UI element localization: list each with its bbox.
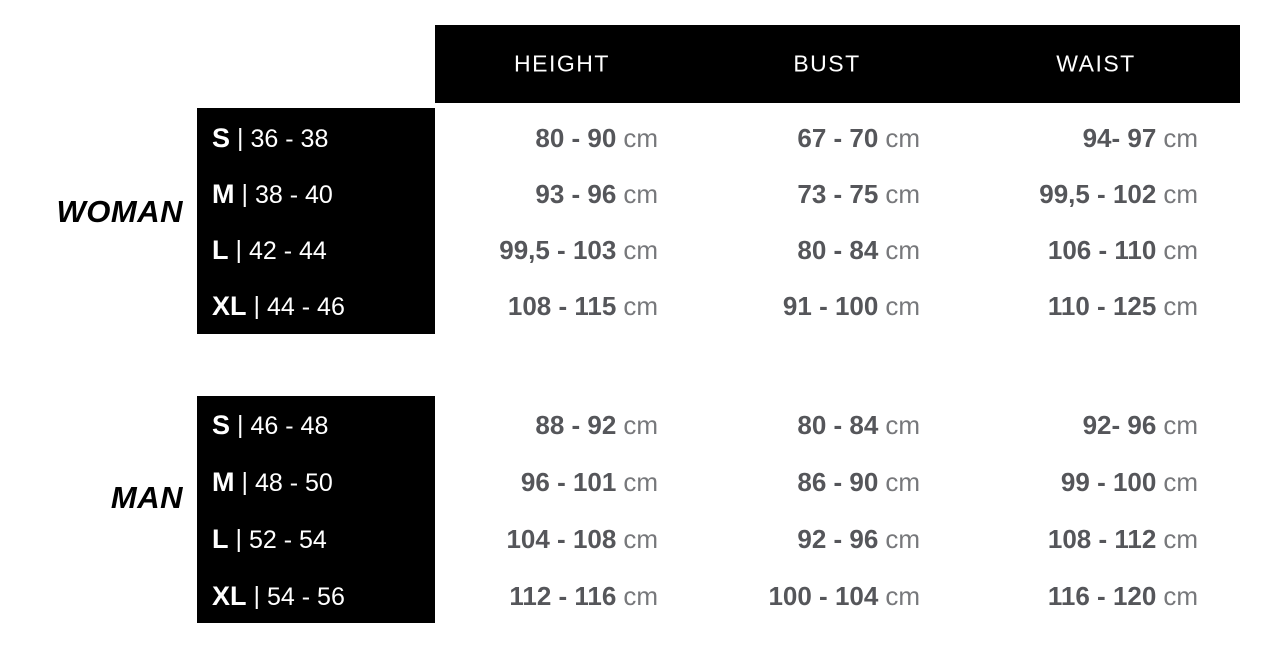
height-value: 99,5 - 103 cm [499, 234, 658, 265]
unit-label: cm [885, 234, 920, 265]
waist-value: 92- 96 cm [1082, 409, 1198, 440]
height-value: 112 - 116 cm [509, 580, 658, 611]
unit-label: cm [1163, 122, 1198, 153]
height-value: 93 - 96 cm [535, 178, 658, 209]
waist-value: 99,5 - 102 cm [1039, 178, 1198, 209]
size-label [197, 123, 435, 154]
height-value: 96 - 101 cm [520, 466, 658, 497]
height-value: 88 - 92 cm [535, 409, 658, 440]
table-row [197, 454, 1198, 510]
section-label-woman: WOMAN [56, 194, 183, 229]
height-value: 108 - 115 cm [507, 290, 658, 321]
waist-value: 116 - 120 cm [1047, 580, 1198, 611]
size-label [197, 581, 435, 612]
unit-label: cm [623, 466, 658, 497]
unit-label: cm [885, 580, 920, 611]
size-label [197, 467, 435, 498]
section-label-man: MAN [110, 480, 183, 515]
size-label [197, 235, 435, 266]
unit-label: cm [885, 466, 920, 497]
size-range: 52 - 54 [249, 525, 327, 554]
separator: | [235, 235, 242, 264]
bust-value: 67 - 70 cm [797, 122, 920, 153]
size-range: 36 - 38 [250, 124, 329, 153]
table-row [197, 568, 1198, 624]
height-value: 104 - 108 cm [506, 523, 658, 554]
unit-label: cm [885, 122, 920, 153]
unit-label: cm [1163, 523, 1198, 554]
column-header-waist: WAIST [1056, 50, 1136, 77]
separator: | [253, 291, 261, 320]
size-letter: M [212, 178, 235, 209]
unit-label: cm [623, 122, 658, 153]
height-value: 80 - 90 cm [535, 122, 658, 153]
unit-label: cm [885, 290, 920, 321]
separator: | [241, 179, 248, 208]
size-range: 48 - 50 [255, 468, 333, 497]
table-header-bar [435, 25, 1240, 103]
table-row [197, 397, 1198, 453]
unit-label: cm [885, 178, 920, 209]
column-header-height: HEIGHT [514, 50, 610, 77]
table-row [197, 278, 1198, 334]
size-letter: S [212, 409, 231, 440]
separator: | [253, 581, 261, 610]
bust-value: 92 - 96 cm [797, 523, 920, 554]
unit-label: cm [623, 290, 658, 321]
bust-value: 80 - 84 cm [797, 409, 920, 440]
separator: | [235, 524, 242, 553]
unit-label: cm [623, 234, 658, 265]
size-label [197, 291, 435, 322]
unit-label: cm [1163, 178, 1198, 209]
separator: | [237, 123, 244, 152]
size-letter: M [212, 466, 235, 497]
table-row [197, 222, 1198, 278]
size-letter: XL [212, 580, 247, 611]
separator: | [237, 410, 244, 439]
size-label [197, 179, 435, 210]
unit-label: cm [885, 523, 920, 554]
size-letter: S [212, 122, 231, 153]
bust-value: 80 - 84 cm [797, 234, 920, 265]
waist-value: 94- 97 cm [1082, 122, 1198, 153]
unit-label: cm [1163, 466, 1198, 497]
waist-value: 108 - 112 cm [1047, 523, 1198, 554]
table-row [197, 511, 1198, 567]
table-row [197, 166, 1198, 222]
size-range: 38 - 40 [255, 180, 333, 209]
column-header-bust: BUST [793, 50, 861, 77]
size-label [197, 410, 435, 441]
size-range: 54 - 56 [267, 582, 345, 611]
size-range: 46 - 48 [250, 411, 329, 440]
unit-label: cm [885, 409, 920, 440]
size-letter: L [212, 523, 229, 554]
unit-label: cm [1163, 409, 1198, 440]
unit-label: cm [1163, 580, 1198, 611]
size-letter: XL [212, 290, 247, 321]
unit-label: cm [623, 523, 658, 554]
waist-value: 99 - 100 cm [1060, 466, 1198, 497]
separator: | [241, 467, 248, 496]
unit-label: cm [623, 178, 658, 209]
table-row [197, 110, 1198, 166]
size-letter: L [212, 234, 229, 265]
size-range: 44 - 46 [267, 292, 345, 321]
unit-label: cm [623, 580, 658, 611]
size-range: 42 - 44 [249, 236, 327, 265]
waist-value: 106 - 110 cm [1047, 234, 1198, 265]
bust-value: 91 - 100 cm [782, 290, 920, 321]
unit-label: cm [623, 409, 658, 440]
bust-value: 73 - 75 cm [797, 178, 920, 209]
unit-label: cm [1163, 234, 1198, 265]
bust-value: 86 - 90 cm [797, 466, 920, 497]
size-label [197, 524, 435, 555]
bust-value: 100 - 104 cm [768, 580, 920, 611]
waist-value: 110 - 125 cm [1047, 290, 1198, 321]
unit-label: cm [1163, 290, 1198, 321]
